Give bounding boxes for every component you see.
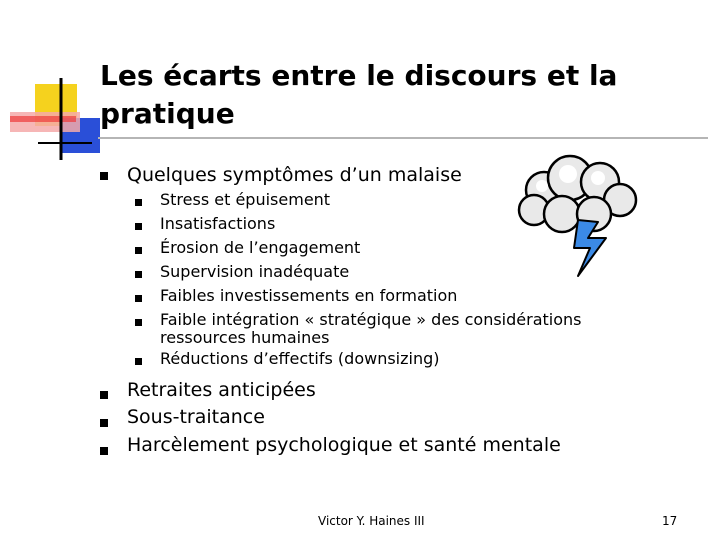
title-divider: [98, 137, 708, 139]
sub-list-item: Supervision inadéquate: [160, 262, 350, 281]
sub-list-item: Faible intégration « stratégique » des considérations: [160, 310, 582, 329]
bullet-icon: [100, 447, 108, 455]
bullet-icon: [135, 199, 142, 206]
sub-list-item: Réductions d’effectifs (downsizing): [160, 349, 440, 368]
bullet-icon: [100, 172, 108, 180]
sub-list-item: Faibles investissements en formation: [160, 286, 458, 305]
sub-list-item-continuation: ressources humaines: [160, 328, 330, 347]
storm-cloud-icon: [512, 148, 642, 288]
main-list-item: Retraites anticipées: [127, 379, 316, 401]
bullet-icon: [135, 295, 142, 302]
bullet-icon: [135, 271, 142, 278]
bullet-icon: [135, 319, 142, 326]
bullet-icon: [100, 419, 108, 427]
decorative-corner: [0, 0, 110, 170]
footer-author: Victor Y. Haines III: [318, 514, 425, 528]
sub-list-item: Stress et épuisement: [160, 190, 331, 209]
slide-title: [100, 57, 620, 133]
title-line-1: Les écarts entre le discours et la: [100, 59, 618, 92]
sub-list-item: Érosion de l’engagement: [160, 238, 361, 257]
main-list-item: Harcèlement psychologique et santé mentale: [127, 434, 561, 456]
bullet-icon: [135, 358, 142, 365]
main-list-item: Sous-traitance: [127, 406, 265, 428]
sub-list-item: Insatisfactions: [160, 214, 276, 233]
bullet-icon: [135, 247, 142, 254]
main-list-item: Quelques symptômes d’un malaise: [127, 164, 462, 186]
title-line-2: pratique: [100, 97, 235, 130]
bullet-icon: [135, 223, 142, 230]
page-number: 17: [662, 514, 678, 528]
bullet-icon: [100, 391, 108, 399]
